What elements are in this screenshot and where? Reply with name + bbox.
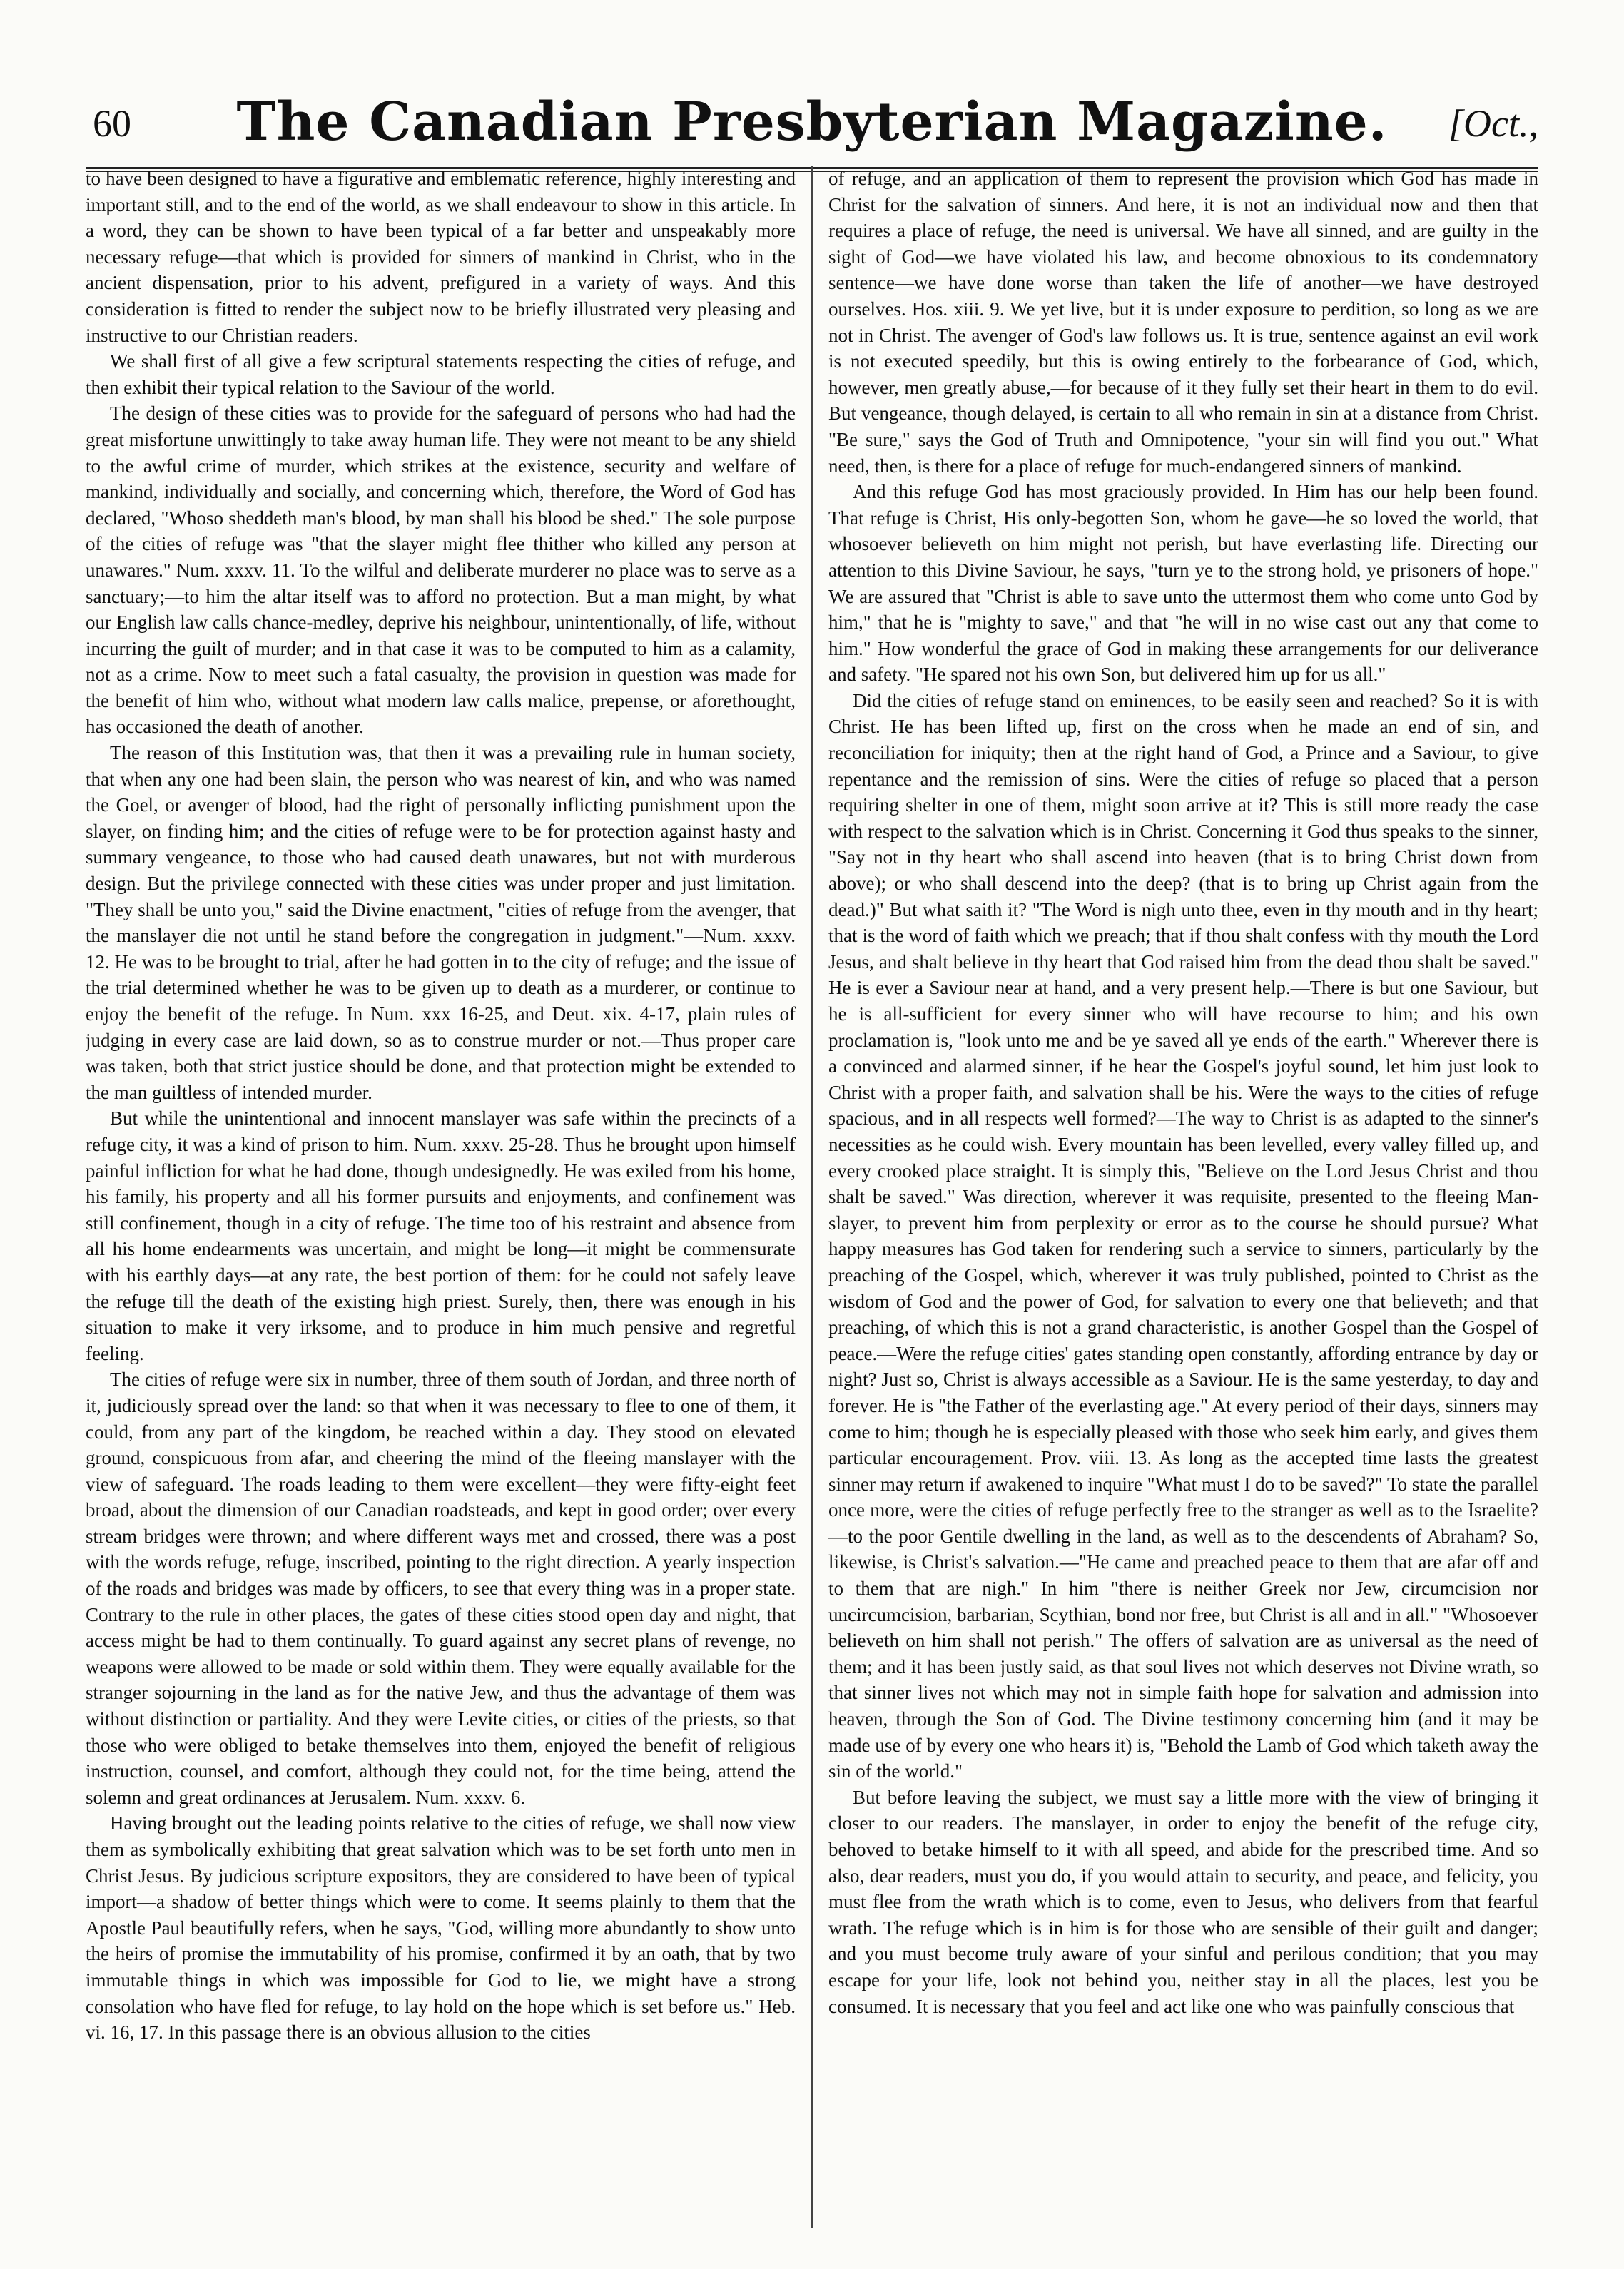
masthead-title: The Canadian Presbyterian Magazine. <box>236 91 1388 153</box>
paragraph: to have been designed to have a figurative and emblematic reference, highly interesting and important still, and to the end of the world, as we shall endeavour to show in this article. In a word, they can be shown to have been typical of a far better and unspeakably more necessary refuge—that which is provided for sinners of mankind in Christ, who in the ancient dispensation, prior to his advent, prefigured in a variety of ways. And this consideration is fitted to render the subject now to be briefly illustrated very pleasing and instructive to our Christian readers. <box>86 168 796 346</box>
issue-date: [Oct., <box>1448 102 1538 145</box>
paragraph: Having brought out the leading points relative to the cities of refuge, we shall now view them as symbolically exhibiting that great salvation which was to be set forth unto men in Christ Jesus. By judicious scripture expositors, they are considered to have been of typical import—a shadow of better things which were to come. It seems plainly to them that the Apostle Paul beautifully refers, when he says, "God, willing more abundantly to show unto the heirs of promise the immutability of his promise, confirmed it by an oath, that by two immutable things in which was impossible for God to lie, we might have a strong consolation who have fled for refuge, to lay hold on the hope which is set before us." Heb. vi. 16, 17. In this passage there is an obvious allusion to the cities <box>86 1812 796 2044</box>
paragraph: But before leaving the subject, we must say a little more with the view of bringing it closer to our readers. The manslayer, in order to enjoy the benefit of the refuge city, behoved to betake himself to it with all speed, and abide for the prescribed time. And so also, dear readers, must you do, if you would attain to security, and peace, and felicity, you must flee from the wrath which is to come, even to Jesus, who delivers from that fearful wrath. The refuge which is in him is for those who are sensible of their guilt and danger; and you must become truly aware of your sinful and perilous condition; that you may escape for your life, look not behind you, neither stay in all the places, lest you be consumed. It is necessary that you feel and act like one who was painfully conscious that <box>828 1786 1538 2017</box>
paragraph: Did the cities of refuge stand on eminences, to be easily seen and reached? So it is with Christ. He has been lifted up, first on the cross when he made an end of sin, and reconciliation for iniquity; then at the right hand of God, a Prince and a Saviour, to give repentance and the remission of sins. Were the cities of refuge so placed that a person requiring shelter in one of them, might soon arrive at it? This is still more ready the case with respect to the salvation which is in Christ. Concerning it God thus speaks to the sinner, "Say not in thy heart who shall ascend into heaven (that is to bring Christ down from above); or who shall descend into the deep? (that is to bring up Christ again from the dead.)" But what saith it? "The Word is nigh unto thee, even in thy mouth and in thy heart; that is the word of faith which we preach; that if thou shalt confess with thy mouth the Lord Jesus, and shalt believe in thy heart that God raised him from the dead thou shalt be saved." He is ever a Saviour near at hand, and a very present help.—There is but one Saviour, but he is all-sufficient for every sinner who will have recourse to him; and his own proclamation is, "look unto me and be ye saved all ye ends of the earth." Wherever there is a convinced and alarmed sinner, if he hear the Gospel's joyful sound, let him just look to Christ with a proper faith, and salvation shall be his. Were the ways to the cities of refuge spacious, and in all respects well formed?—The way to Christ is as adapted to the sinner's necessities as he could wish. Every mountain has been levelled, every valley filled up, and every crooked place straight. It is simply this, "Believe on the Lord Jesus Christ and thou shalt be saved." Was direction, wherever it was requisite, presented to the fleeing Man-slayer, to prevent him from perplexity or error as to the course he should pursue? What happy measures has God taken for rendering such a service to sinners, particularly by the preaching of the Gospel, which, wherever it was truly published, pointed to Christ as the wisdom of God and the power of God, for salvation to every one that believeth; and that preaching, of which this is not a grand characteristic, is another Gospel than the Gospel of peace.—Were the refuge cities' gates standing open constantly, affording entrance by day or night? Just so, Christ is always accessible as a Saviour. He is the same yesterday, to day and forever. He is "the Father of the everlasting age." At every period of their days, sinners may come to him; though he is especially pleased with those who seek him early, and gives them particular encouragement. Prov. viii. 13. As long as the accepted time lasts the greatest sinner may return if awakened to inquire "What must I do to be saved?" To state the parallel once more, were the cities of refuge perfectly free to the stranger as well as to the Israelite?—to the poor Gentile dwelling in the land, as well as to the descendents of Abraham? So, likewise, is Christ's salvation.—"He came and preached peace to them that are afar off and to them that are nigh." In him "there is neither Greek nor Jew, circumcision nor uncircumcision, barbarian, Scythian, bond nor free, but Christ is all and in all." "Whosoever believeth on him shall not perish." The offers of salvation are as universal as the need of them; and it has been justly said, as that soul lives not which deserves not Divine wrath, so that sinner lives not which may not in simple faith hope for salvation and admission into heaven, through the Son of God. The Divine testimony concerning him (and it may be made use of by every one who hears it) is, "Behold the Lamb of God which taketh away the sin of the world." <box>828 689 1538 1782</box>
paragraph: But while the unintentional and innocent manslayer was safe within the precincts of a refuge city, it was a kind of prison to him. Num. xxxv. 25-28. Thus he brought upon himself painful infliction for what he had done, though undesignedly. He was exiled from his home, his family, his property and all his former pursuits and enjoyments, and confinement was still confinement, though in a city of refuge. The time too of his restraint and absence from all his home endearments was uncertain, and might be long—it might be commensurate with his earthly days—at any rate, the best portion of them: for he could not safely leave the refuge till the death of the existing high priest. Surely, then, there was enough in his situation to make it very irksome, and to produce in him much pensive and regretful feeling. <box>86 1107 796 1364</box>
paragraph: of refuge, and an application of them to represent the provision which God has made in Christ for the salvation of sinners. And here, it is not an individual now and then that requires a place of refuge, the need is universal. We have all sinned, and are guilty in the sight of God—we have violated his law, and become obnoxious to its condemnatory sentence—we have done worse than taken the life of another—we have destroyed ourselves. Hos. xiii. 9. We yet live, but it is under exposure to perdition, so long as we are not in Christ. The avenger of God's law follows us. It is true, sentence against an evil work is not executed speedily, but this is owing entirely to the forbearance of God, which, however, men greatly abuse,—for because of it they fully set their heart in them to do evil. But vengeance, though delayed, is certain to all who remain in sin at a distance from Christ. "Be sure," says the God of Truth and Omnipotence, "your sin will find you out." What need, then, is there for a place of refuge for much-endangered sinners of mankind. <box>828 168 1538 477</box>
paragraph: And this refuge God has most graciously provided. In Him has our help been found. That refuge is Christ, His only-begotten Son, whom he gave—he so loved the world, that whosoever believeth on him might not perish, but have everlasting life. Directing our attention to this Divine Saviour, he says, "turn ye to the strong hold, ye prisoners of hope." We are assured that "Christ is able to save unto the uttermost them who come unto God by him," that he is "mighty to save," and that "he will in no wise cast out any that come to him." How wonderful the grace of God in making these arrangements for our deliverance and safety. "He spared not his own Son, but delivered him up for us all." <box>828 481 1538 686</box>
article-columns <box>86 166 1538 2228</box>
paragraph: The cities of refuge were six in number, three of them south of Jordan, and three north of it, judiciously spread over the land: so that when it was necessary to flee to one of them, it could, from any part of the kingdom, be reached within a day. They stood on elevated ground, conspicuous from afar, and cheering the mind of the fleeing manslayer with the view of safeguard. The roads leading to them were excellent—they were fifty-eight feet broad, about the dimension of our Canadian roadsteads, and kept in good order; over every stream bridges were thrown; and where different ways met and crossed, there was a post with the words refuge, refuge, inscribed, pointing to the right direction. A yearly inspection of the roads and bridges was made by officers, to see that every thing was in a proper state. Contrary to the rule in other places, the gates of these cities stood open day and night, that access might be had to them continually. To guard against any secret plans of revenge, no weapons were allowed to be made or sold within them. They were equally available for the stranger sojourning in the land as for the native Jew, and thus the advantage of them was without distinction or partiality. And they were Levite cities, or cities of the priests, so that those who were obliged to betake themselves into them, enjoyed the benefit of religious instruction, counsel, and comfort, although they could not, for the time being, attend the solemn and great ordinances at Jerusalem. Num. xxxv. 6. <box>86 1369 796 1808</box>
paragraph: The design of these cities was to provide for the safeguard of persons who had had the great misfortune unwittingly to take away human life. They were not meant to be any shield to the awful crime of murder, which strikes at the existence, security and welfare of mankind, individually and socially, and concerning which, therefore, the Word of God has declared, "Whoso sheddeth man's blood, by man shall his blood be shed." The sole purpose of the cities of refuge was "that the slayer might flee thither who killed any person at unawares." Num. xxxv. 11. To the wilful and deliberate murderer no place was to serve as a sanctuary;—to him the altar itself was to afford no protection. But a man might, by what our English law calls chance-medley, deprive his neighbour, unintentionally, of life, without incurring the guilt of murder; and in that case it was to be computed to him as a calamity, not as a crime. Now to meet such a fatal casualty, the provision in question was made for the benefit of him who, without what modern law calls malice, prepense, or aforethought, has occasioned the death of another. <box>86 402 796 738</box>
paragraph: We shall first of all give a few scriptural statements respecting the cities of refuge, and then exhibit their typical relation to the Saviour of the world. <box>86 350 796 398</box>
page-header <box>86 91 1538 177</box>
page-number: 60 <box>93 102 131 145</box>
left-column <box>86 166 796 2228</box>
column-divider <box>811 166 813 2228</box>
paragraph: The reason of this Institution was, that then it was a prevailing rule in human society, that when any one had been slain, the person who was nearest of kin, and who was named the Goel, or avenger of blood, had the right of personally inflicting punishment upon the slayer, on finding him; and the cities of refuge were to be for protection against hasty and summary vengeance, to those who had caused death unawares, but not with murderous design. But the privilege connected with these cities was under proper and just limitation. "They shall be unto you," said the Divine enactment, "cities of refuge from the avenger, that the manslayer die not until he stand before the congregation in judgment."—Num. xxxv. 12. He was to be brought to trial, after he had gotten in to the city of refuge; and the issue of the trial determined whether he was to be given up to death as a murderer, or continue to enjoy the benefit of the refuge. In Num. xxx 16-25, and Deut. xix. 4-17, plain rules of judging in every case are laid down, so as to construe murder or not.—Thus proper care was taken, both that strict justice should be done, and that protection might be extended to the man guiltless of intended murder. <box>86 742 796 1103</box>
right-column <box>828 166 1538 2228</box>
